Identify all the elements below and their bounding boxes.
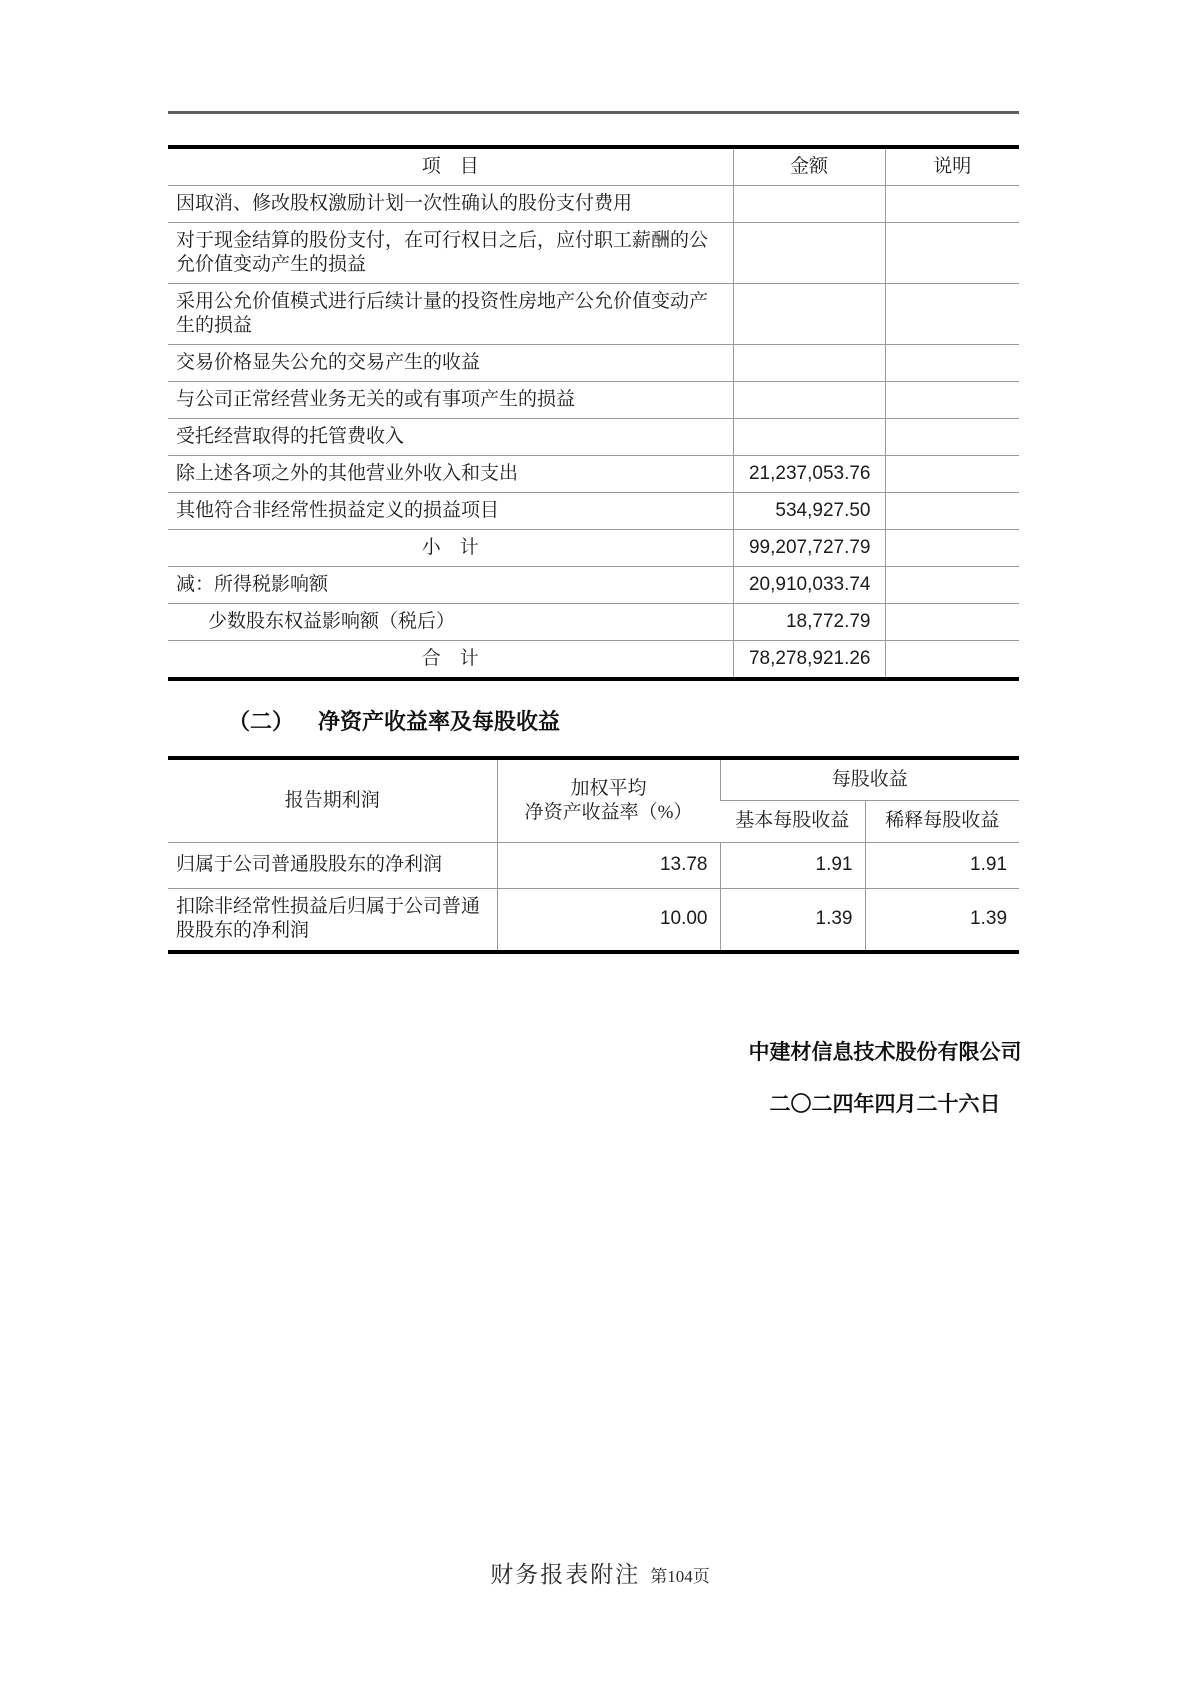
item-cell: 受托经营取得的托管费收入 [168, 419, 733, 456]
item-cell: 除上述各项之外的其他营业外收入和支出 [168, 456, 733, 493]
note-cell [885, 284, 1019, 345]
note-cell [885, 604, 1019, 641]
section-heading [228, 705, 1019, 736]
item-cell: 对于现金结算的股份支付，在可行权日之后，应付职工薪酬的公允价值变动产生的损益 [168, 223, 733, 284]
item-cell: 其他符合非经常性损益定义的损益项目 [168, 493, 733, 530]
table-row [168, 888, 1019, 952]
profit-column-header: 报告期利润 [168, 758, 497, 842]
eps-basic-cell: 1.39 [720, 888, 865, 952]
subtotal-row [168, 530, 1019, 567]
note-cell [885, 382, 1019, 419]
item-cell: 交易价格显失公允的交易产生的收益 [168, 345, 733, 382]
eps-basic-header: 基本每股收益 [720, 800, 865, 842]
item-cell: 与公司正常经营业务无关的或有事项产生的损益 [168, 382, 733, 419]
subtotal-label-cell: 小 计 [168, 530, 733, 567]
note-cell [885, 419, 1019, 456]
eps-diluted-header: 稀释每股收益 [865, 800, 1019, 842]
eps-group-header: 每股收益 [720, 758, 1019, 800]
eps-basic-cell: 1.91 [720, 842, 865, 888]
amount-cell: 99,207,727.79 [733, 530, 885, 567]
note-cell [885, 456, 1019, 493]
eps-diluted-cell: 1.39 [865, 888, 1019, 952]
item-column-header: 项 目 [168, 147, 733, 186]
item-cell: 少数股东权益影响额（税后） [168, 604, 733, 641]
amount-column-header: 金额 [733, 147, 885, 186]
note-cell [885, 641, 1019, 680]
note-cell [885, 186, 1019, 223]
amount-cell: 21,237,053.76 [733, 456, 885, 493]
header-divider-rule [168, 111, 1019, 114]
note-cell [885, 345, 1019, 382]
footer-title: 财务报表附注 [490, 1562, 641, 1587]
roe-header-line2: 净资产收益率（%） [524, 801, 693, 823]
table-row [168, 223, 1019, 284]
item-cell: 采用公允价值模式进行后续计量的投资性房地产公允价值变动产生的损益 [168, 284, 733, 345]
table-row [168, 419, 1019, 456]
item-cell: 因取消、修改股权激励计划一次性确认的股份支付费用 [168, 186, 733, 223]
profit-cell: 归属于公司普通股股东的净利润 [168, 842, 497, 888]
page-footer [0, 1556, 1200, 1589]
table-row [168, 567, 1019, 604]
company-name: 中建材信息技术股份有限公司 [748, 1041, 1022, 1064]
amount-cell: 534,927.50 [733, 493, 885, 530]
eps-diluted-cell: 1.91 [865, 842, 1019, 888]
table-row [168, 382, 1019, 419]
table-row [168, 284, 1019, 345]
content-area [168, 145, 1019, 954]
amount-cell [733, 419, 885, 456]
amount-cell [733, 382, 885, 419]
note-cell [885, 567, 1019, 604]
footer-page-number: 第104页 [650, 1567, 710, 1586]
table-row [168, 604, 1019, 641]
amount-cell: 78,278,921.26 [733, 641, 885, 680]
table-header-row [168, 147, 1019, 186]
signature-date: 二〇二四年四月二十六日 [769, 1093, 1001, 1116]
note-cell [885, 493, 1019, 530]
amount-cell [733, 186, 885, 223]
table-row [168, 842, 1019, 888]
signature-block [715, 1036, 1055, 1118]
amount-cell [733, 223, 885, 284]
total-row [168, 641, 1019, 680]
amount-cell: 20,910,033.74 [733, 567, 885, 604]
amount-cell: 18,772.79 [733, 604, 885, 641]
section-title: 净资产收益率及每股收益 [318, 709, 561, 734]
note-cell [885, 530, 1019, 567]
roe-cell: 13.78 [497, 842, 720, 888]
table-row [168, 493, 1019, 530]
table-row [168, 186, 1019, 223]
note-column-header: 说明 [885, 147, 1019, 186]
amount-cell [733, 284, 885, 345]
table-header-row [168, 758, 1019, 800]
section-number: （二） [228, 709, 295, 734]
roe-eps-table [168, 756, 1019, 954]
note-cell [885, 223, 1019, 284]
non-recurring-items-table [168, 145, 1019, 681]
amount-cell [733, 345, 885, 382]
item-cell: 减：所得税影响额 [168, 567, 733, 604]
roe-header-line1: 加权平均 [570, 777, 647, 799]
table-row [168, 456, 1019, 493]
total-label-cell: 合 计 [421, 648, 479, 669]
roe-column-header [497, 758, 720, 842]
profit-cell: 扣除非经常性损益后归属于公司普通股股东的净利润 [176, 896, 481, 942]
roe-cell: 10.00 [497, 888, 720, 952]
table-row [168, 345, 1019, 382]
